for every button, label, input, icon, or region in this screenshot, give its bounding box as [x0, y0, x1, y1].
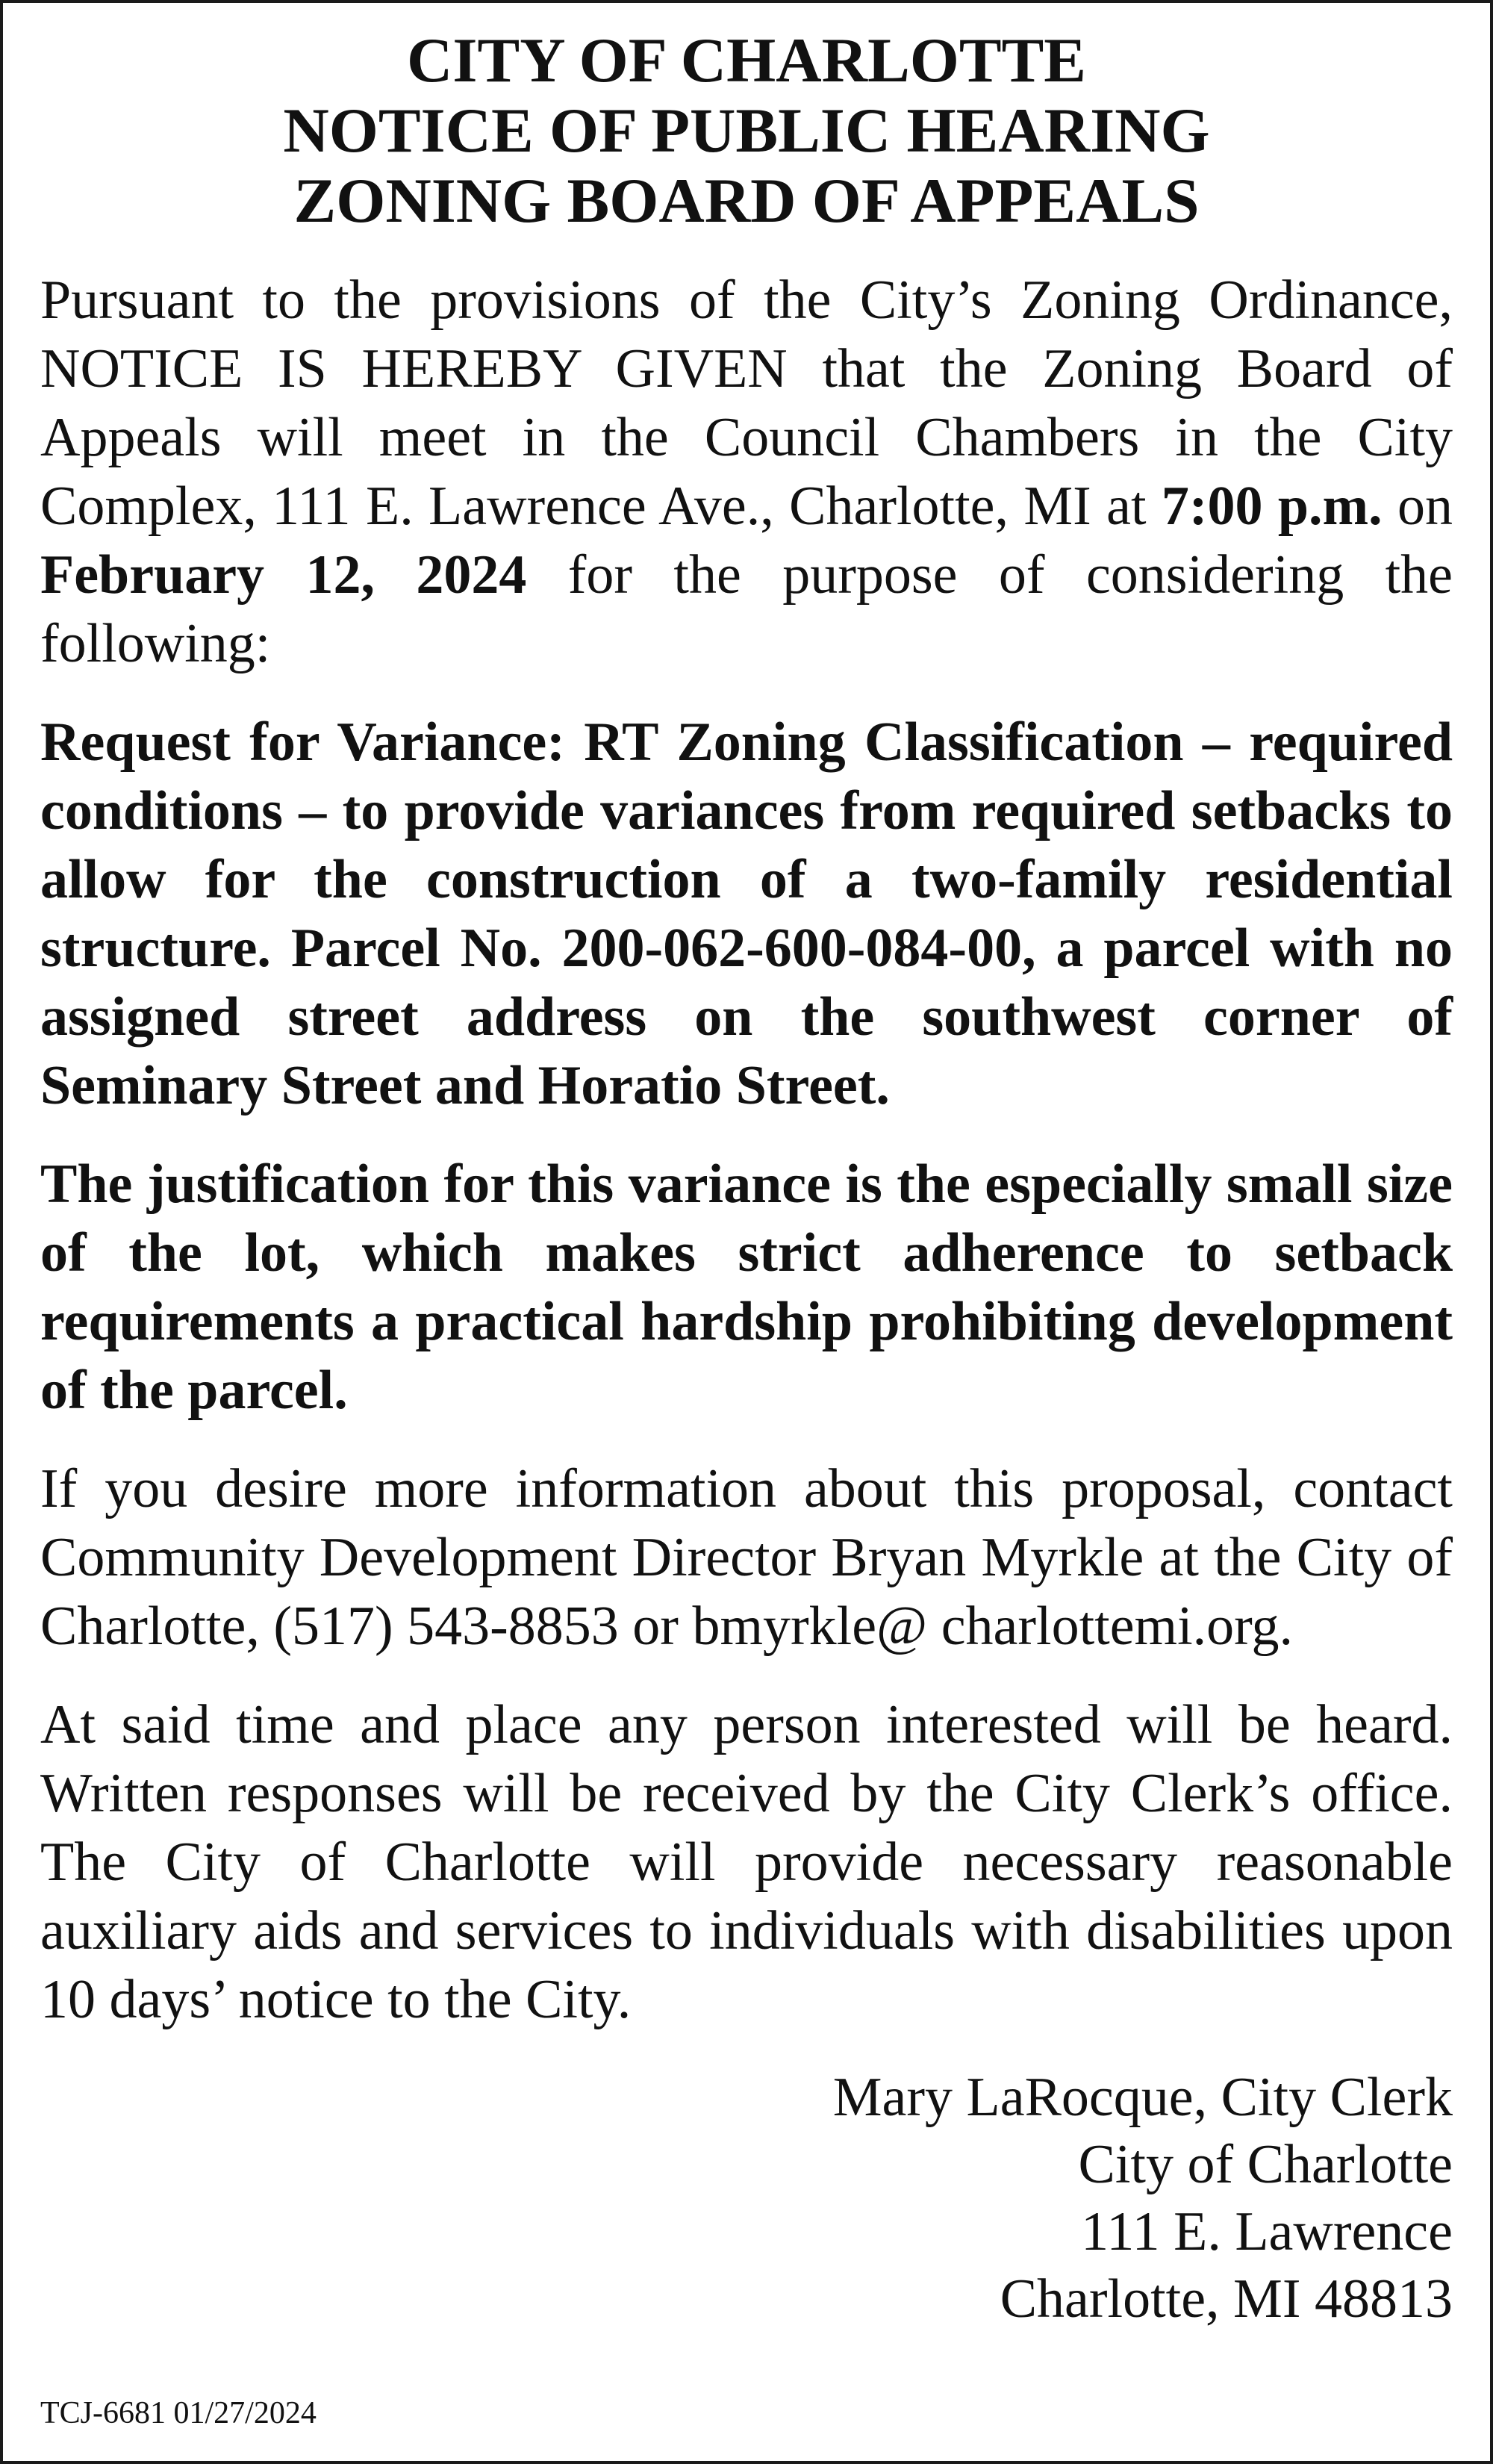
variance-request-paragraph: Request for Variance: RT Zoning Classification – required conditions – to provide variances from required setbacks to allow for the construction of a two-family residential structure. Parcel No. 200-062-600-084-00, a parcel with no assigned street address on the southwest corner of Seminary Street and Horatio Street.: [40, 712, 1453, 1116]
title-line-notice: NOTICE OF PUBLIC HEARING: [283, 96, 1210, 166]
signature-street: 111 E. Lawrence: [1081, 2201, 1453, 2262]
meeting-date: February 12, 2024: [40, 544, 527, 606]
signature-city: Charlotte, MI 48813: [1000, 2268, 1453, 2330]
signature-name: Mary LaRocque, City Clerk: [832, 2067, 1453, 2128]
contact-paragraph: If you desire more information about this proposal, contact Community Development Director Bryan Myrkle at the City of Charlotte, (517) 543-8853 or bmyrkle@ charlottemi.org.: [40, 1458, 1453, 1657]
intro-paragraph: [40, 266, 1453, 678]
intro-text: Pursuant to the provisions of the City’s Zoning Ordinance, NOTICE IS HEREBY GIVEN that the Zoning Board of Appeals will meet in the Council Chambers in the City Complex, 111 E. Lawrence Ave., Charlotte, MI at: [40, 270, 1453, 537]
notice-title: [40, 25, 1453, 236]
signature-block: [40, 2064, 1453, 2333]
signature-org: City of Charlotte: [1078, 2134, 1453, 2195]
justification-paragraph: The justification for this variance is the especially small size of the lot, which makes strict adherence to setback requirements a practical hardship prohibiting development of the parcel.: [40, 1154, 1453, 1421]
intro-connector: on: [1382, 476, 1453, 537]
title-line-board: ZONING BOARD OF APPEALS: [293, 166, 1200, 236]
intro-purpose: for the purpose of considering the following:: [40, 544, 1453, 674]
publication-code: TCJ-6681 01/27/2024: [40, 2396, 317, 2430]
meeting-time: 7:00 p.m.: [1161, 476, 1383, 537]
hearing-paragraph: At said time and place any person interested will be heard. Written responses will be received by the City Clerk’s office. The City of Charlotte will provide necessary reasonable auxiliary aids and services to individuals with disabilities upon 10 days’ notice to the City.: [40, 1694, 1453, 2030]
title-line-city: CITY OF CHARLOTTE: [407, 25, 1086, 96]
